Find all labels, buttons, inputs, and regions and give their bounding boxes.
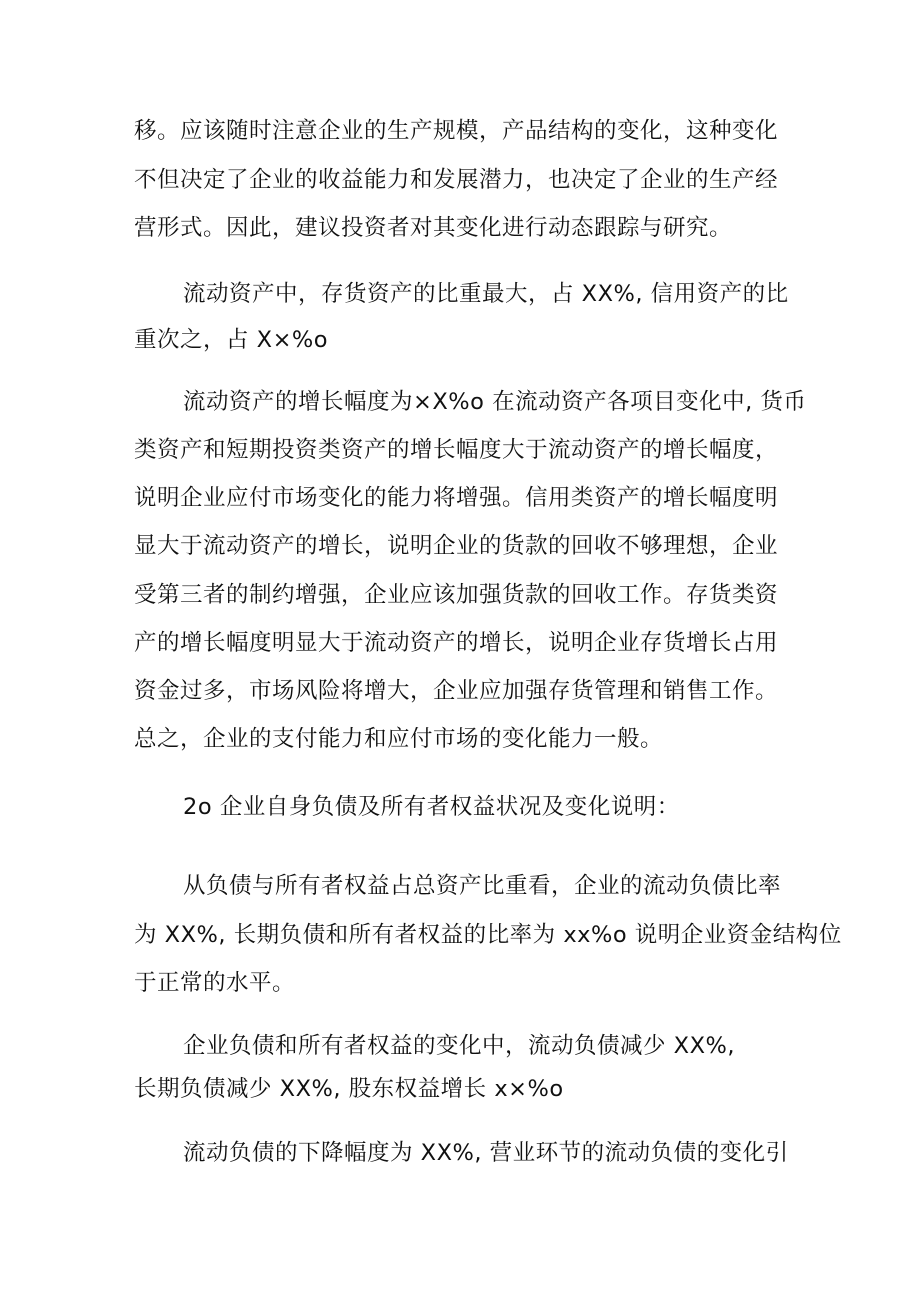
paragraph-line: 长期负债减少 XX%, 股东权益增长 x×%o bbox=[134, 1076, 564, 1102]
paragraph-line: 移。应该随时注意企业的生产规模，产品结构的变化，这种变化 bbox=[134, 118, 779, 144]
paragraph-line: 重次之，占 X×%o bbox=[134, 327, 329, 353]
paragraph-line: 为 XX%, 长期负债和所有者权益的比率为 xx%o 说明企业资金结构位 bbox=[134, 922, 842, 948]
paragraph-line: 从负债与所有者权益占总资产比重看，企业的流动负债比率 bbox=[183, 873, 782, 899]
paragraph-line: 资金过多，市场风险将增大，企业应加强存货管理和销售工作。 bbox=[134, 678, 779, 704]
paragraph-line: 产的增长幅度明显大于流动资产的增长，说明企业存货增长占用 bbox=[134, 630, 779, 656]
paragraph-line: 流动资产的增长幅度为×X%o 在流动资产各项目变化中, 货币 bbox=[183, 389, 807, 415]
paragraph-line: 流动负债的下降幅度为 XX%, 营业环节的流动负债的变化引 bbox=[183, 1140, 789, 1166]
paragraph-line: 说明企业应付市场变化的能力将增强。信用类资产的增长幅度明 bbox=[134, 485, 779, 511]
paragraph-line: 营形式。因此，建议投资者对其变化进行动态跟踪与研究。 bbox=[134, 215, 733, 241]
paragraph-line: 不但决定了企业的收益能力和发展潜力，也决定了企业的生产经 bbox=[134, 167, 779, 193]
paragraph-line: 总之，企业的支付能力和应付市场的变化能力一般。 bbox=[134, 726, 664, 752]
paragraph-line: 受第三者的制约增强，企业应该加强货款的回收工作。存货类资 bbox=[134, 582, 779, 608]
paragraph-line: 类资产和短期投资类资产的增长幅度大于流动资产的增长幅度， bbox=[134, 437, 779, 463]
paragraph-line: 流动资产中，存货资产的比重最大，占 XX%, 信用资产的比 bbox=[183, 281, 789, 307]
paragraph-line: 于正常的水平。 bbox=[134, 970, 296, 996]
paragraph-line: 企业负债和所有者权益的变化中，流动负债减少 XX%, bbox=[183, 1033, 736, 1059]
section-heading: 2o 企业自身负债及所有者权益状况及变化说明： bbox=[183, 794, 680, 820]
paragraph-line: 显大于流动资产的增长，说明企业的货款的回收不够理想，企业 bbox=[134, 533, 779, 559]
